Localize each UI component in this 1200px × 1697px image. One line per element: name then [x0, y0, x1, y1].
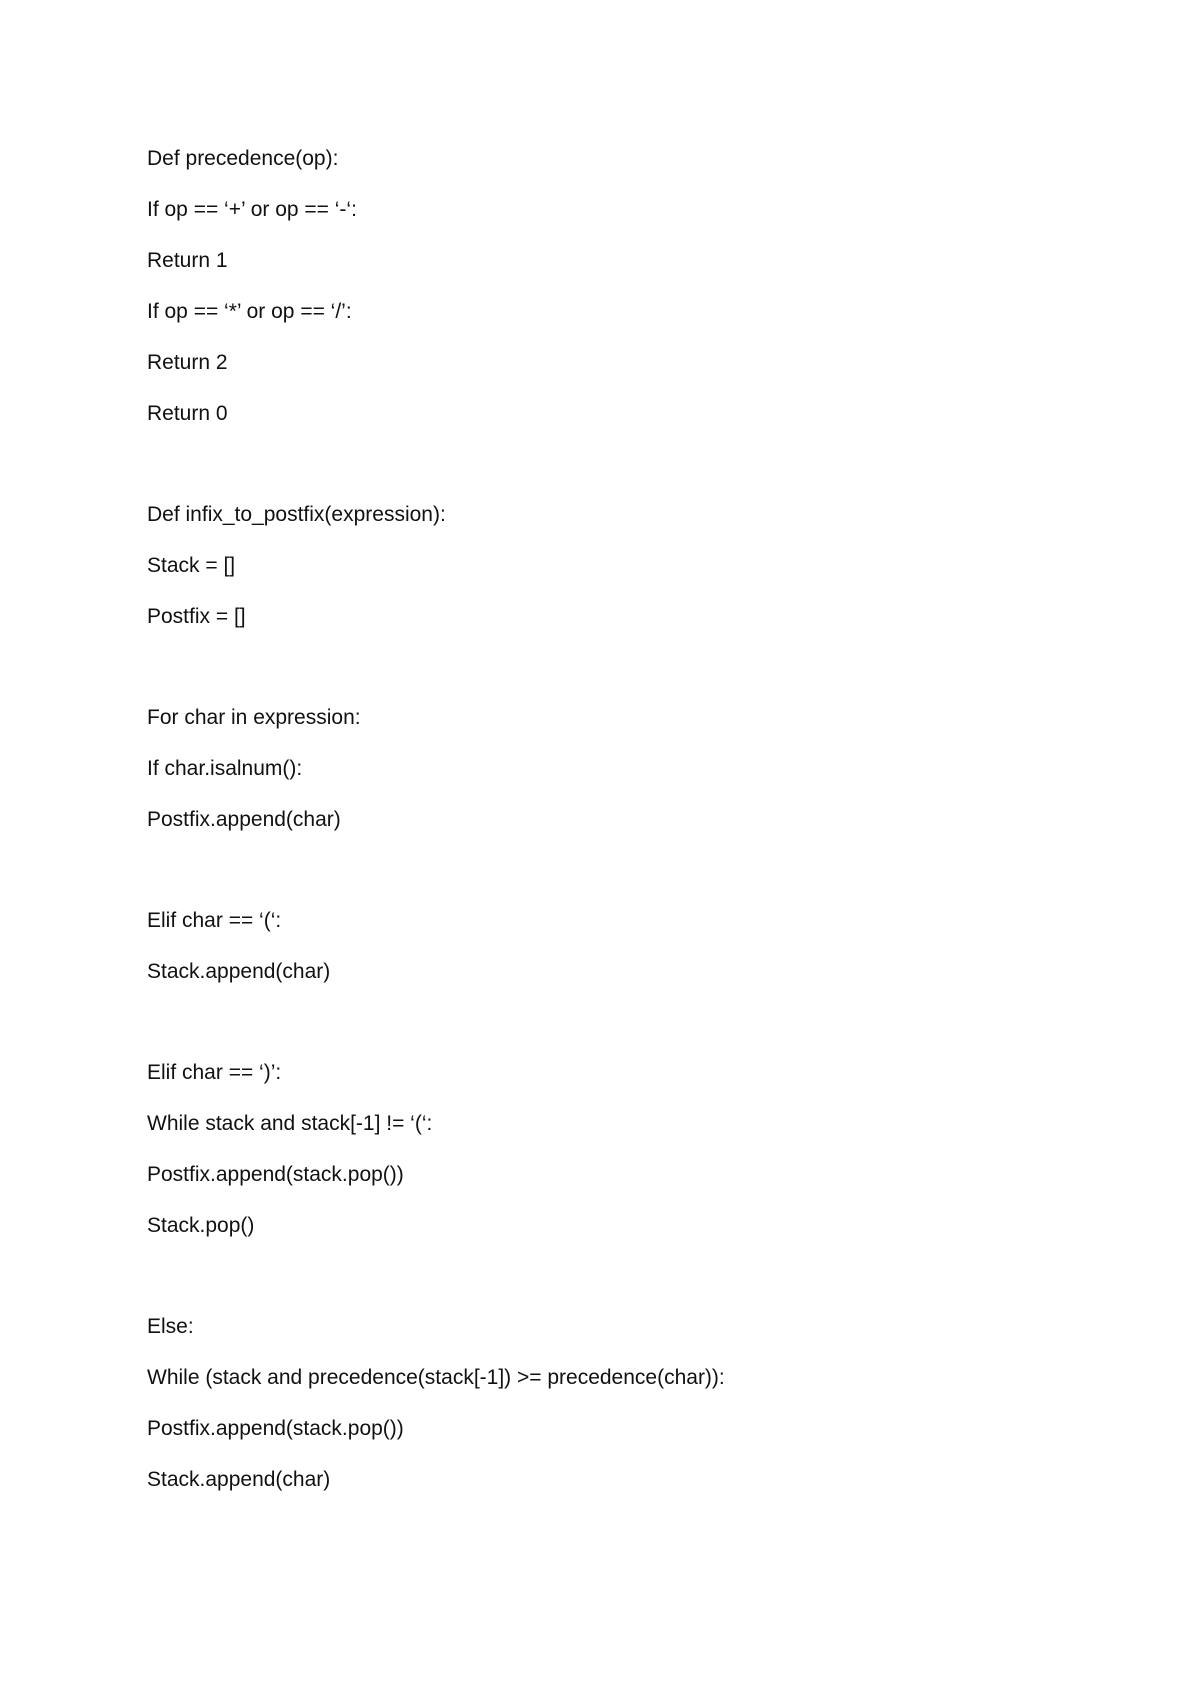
blank-line — [147, 653, 1107, 703]
code-line: Postfix.append(stack.pop()) — [147, 1163, 404, 1186]
blank-line — [147, 450, 1107, 500]
blank-line — [147, 1008, 1107, 1058]
code-line: Stack.pop() — [147, 1214, 255, 1237]
code-line: If op == ‘*’ or op == ‘/’: — [147, 300, 352, 323]
code-line: Def precedence(op): — [147, 147, 339, 170]
code-line: Elif char == ‘(‘: — [147, 909, 282, 932]
code-line: For char in expression: — [147, 706, 361, 729]
blank-line — [147, 1262, 1107, 1312]
code-line: If op == ‘+’ or op == ‘-‘: — [147, 198, 357, 221]
code-line: Postfix.append(char) — [147, 808, 341, 831]
code-line: Return 0 — [147, 402, 228, 425]
code-line: Return 1 — [147, 249, 228, 272]
code-line: While (stack and precedence(stack[-1]) >= precedence(char)): — [147, 1366, 725, 1389]
blank-line — [147, 856, 1107, 906]
code-line: Def infix_to_postfix(expression): — [147, 503, 446, 526]
code-line: Elif char == ‘)’: — [147, 1061, 282, 1084]
code-line: If char.isalnum(): — [147, 757, 303, 780]
code-line: Postfix = [] — [147, 605, 246, 628]
code-line: Else: — [147, 1315, 194, 1338]
code-line: While stack and stack[-1] != ‘(‘: — [147, 1112, 433, 1135]
code-line: Stack.append(char) — [147, 1468, 331, 1491]
code-line: Stack.append(char) — [147, 960, 331, 983]
document-body — [147, 144, 1107, 1516]
code-line: Postfix.append(stack.pop()) — [147, 1417, 404, 1440]
code-line: Stack = [] — [147, 554, 236, 577]
code-line: Return 2 — [147, 351, 228, 374]
